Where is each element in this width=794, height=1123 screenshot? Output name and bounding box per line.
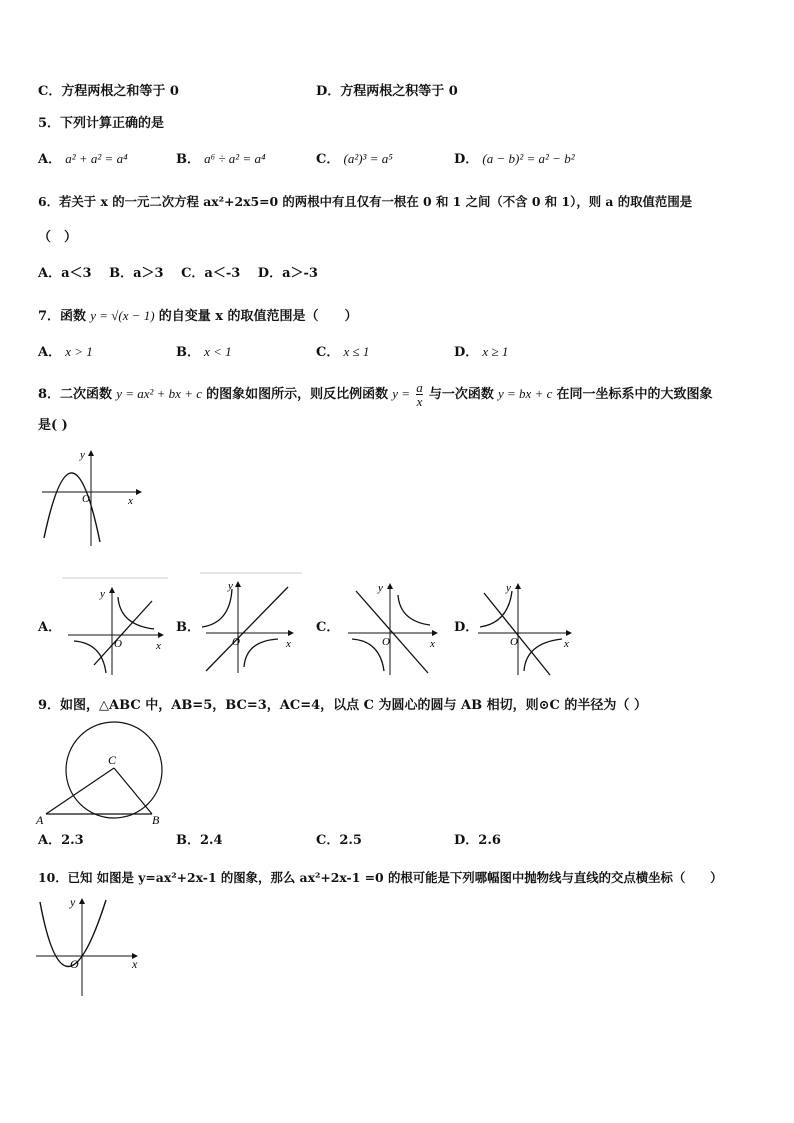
y-axis-label: y <box>70 895 76 909</box>
q10-stem: 10．已知 如图是 y=ax²+2x-1 的图象，那么 ax²+2x-1 =0 的根可能是下列哪幅图中抛物线与直线的交点横坐标（ ） <box>38 870 723 885</box>
q8-stem-mid2: 与一次函数 <box>428 387 494 402</box>
q5-option-c-label: C． <box>316 152 340 167</box>
point-c-label: C <box>108 753 117 767</box>
q7-stem-math: y = √(x − 1) <box>90 308 155 323</box>
q8-option-d-figure <box>474 577 578 681</box>
parabola-curve <box>44 473 100 542</box>
q5-option-b <box>176 151 265 168</box>
y-axis-label: y <box>228 580 233 592</box>
hyperbola-branch-1 <box>118 597 154 629</box>
q8-fraction <box>416 381 423 408</box>
q10-figure <box>34 892 146 1004</box>
q5-stem: 5．下列计算正确的是 <box>38 116 165 131</box>
segment-bc <box>114 768 152 814</box>
x-axis-label: x <box>156 640 161 652</box>
origin-label: O <box>232 636 240 648</box>
q5-option-d-math: (a − b)² = a² − b² <box>482 151 575 166</box>
q7-option-a-label: A． <box>38 345 62 360</box>
q8-option-b-label: B． <box>176 620 200 635</box>
hyperbola-branch-1 <box>202 589 232 627</box>
q4-option-d: D．方程两根之积等于 0 <box>316 84 458 99</box>
q8-option-b-figure <box>198 571 304 679</box>
q8-frac-y: y = <box>392 386 411 401</box>
q7-option-b <box>176 344 232 361</box>
q6-stem: 6．若关于 x 的一元二次方程 ax²+2x5=0 的两根中有且仅有一根在 0 和 1 之间（不含 0 和 1），则 a 的取值范围是 <box>38 194 693 209</box>
x-axis-arrow <box>158 632 164 638</box>
q8-option-c-figure <box>344 577 444 681</box>
q8-math-linear: y = bx + c <box>498 386 553 401</box>
y-axis-label: y <box>80 449 85 461</box>
q9-stem: 9．如图，△ABC 中，AB=5，BC=3，AC=4，以点 C 为圆心的圆与 AB 相切，则⊙C 的半径为（ ） <box>38 698 647 713</box>
y-axis-label: y <box>100 588 105 600</box>
q8-stem <box>38 381 713 408</box>
q7-option-d-label: D． <box>454 345 479 360</box>
q8-option-d-label: D． <box>454 620 479 635</box>
q8-option-c-label: C． <box>316 620 340 635</box>
q8-option-a-graph <box>60 577 170 677</box>
q8-main-figure <box>38 446 148 554</box>
y-axis-label: y <box>506 582 511 594</box>
q9-option-b: B．2.4 <box>176 833 223 848</box>
q5-option-b-label: B． <box>176 152 200 167</box>
q8-frac-num: a <box>416 380 423 395</box>
y-axis-arrow <box>109 587 115 593</box>
q7-option-c <box>316 344 369 361</box>
q8-option-a-label: A． <box>38 620 62 635</box>
linear-line <box>94 601 152 665</box>
linear-line <box>206 587 288 671</box>
circle-c <box>66 722 162 818</box>
x-axis-arrow <box>288 630 294 636</box>
hyperbola-branch-1 <box>398 595 430 625</box>
q5-option-c <box>316 151 393 168</box>
q7-stem-post: 的自变量 x 的取值范围是（ ） <box>158 309 358 324</box>
x-axis-label: x <box>286 638 291 650</box>
q8-stem-mid1: 的图象如图所示，则反比例函数 <box>206 387 389 402</box>
linear-line <box>484 593 550 675</box>
q6-options: A．a＜3 B．a＞3 C．a＜-3 D．a＞-3 <box>38 266 318 281</box>
q5-option-a-label: A． <box>38 152 62 167</box>
segment-ac <box>46 768 114 814</box>
q8-math-quadratic: y = ax² + bx + c <box>116 386 202 401</box>
q9-triangle-circle <box>34 718 174 826</box>
q7-option-c-label: C． <box>316 345 340 360</box>
q7-option-a-math: x > 1 <box>65 344 93 359</box>
q5-option-a <box>38 151 128 168</box>
origin-label: O <box>382 636 390 648</box>
q5-option-a-math: a² + a² = a⁴ <box>65 151 128 166</box>
point-a-label: A <box>36 813 44 826</box>
q8-main-graph <box>38 446 148 550</box>
linear-line <box>356 591 428 673</box>
x-axis-label: x <box>132 957 138 971</box>
y-axis-arrow <box>235 581 241 587</box>
q8-option-c-graph <box>344 577 444 677</box>
x-axis-arrow <box>566 630 572 636</box>
y-axis-arrow <box>88 450 94 456</box>
q7-option-b-label: B． <box>176 345 200 360</box>
q8-option-b-graph <box>198 571 304 675</box>
q7-stem <box>38 308 358 325</box>
q7-option-d <box>454 344 508 361</box>
q8-option-d-graph <box>474 577 578 677</box>
q5-option-d <box>454 151 575 168</box>
x-axis-label: x <box>128 495 133 507</box>
y-axis-label: y <box>378 582 383 594</box>
q7-option-a <box>38 344 93 361</box>
hyperbola-branch-2 <box>244 639 278 667</box>
q6-paren: （ ） <box>38 230 78 245</box>
q4-option-c: C．方程两根之和等于 0 <box>38 84 179 99</box>
q10-parabola-graph <box>34 892 146 1000</box>
q8-frac-den: x <box>416 394 423 409</box>
q8-stem-pre: 8．二次函数 <box>38 387 113 402</box>
origin-label: O <box>114 638 122 650</box>
point-b-label: B <box>152 813 160 826</box>
hyperbola-branch-2 <box>352 639 384 671</box>
q5-option-c-math: (a²)³ = a⁵ <box>343 151 393 166</box>
q8-option-a-figure <box>60 577 170 681</box>
x-axis-arrow <box>136 489 142 495</box>
q7-option-b-math: x < 1 <box>204 344 232 359</box>
y-axis-arrow <box>79 898 85 904</box>
y-axis-arrow <box>515 583 521 589</box>
q7-stem-pre: 7．函数 <box>38 309 87 324</box>
x-axis-label: x <box>430 638 435 650</box>
x-axis-arrow <box>432 630 438 636</box>
q9-option-a: A．2.3 <box>38 833 84 848</box>
q9-option-d: D．2.6 <box>454 833 501 848</box>
q7-option-c-math: x ≤ 1 <box>343 344 370 359</box>
origin-label: O <box>82 493 90 505</box>
q7-option-d-math: x ≥ 1 <box>482 344 509 359</box>
q8-stem-line2: 是( ) <box>38 418 68 433</box>
q5-option-b-math: a⁶ ÷ a² = a⁴ <box>204 151 266 166</box>
q8-stem-post: 在同一坐标系中的大致图象 <box>556 387 713 402</box>
y-axis-arrow <box>387 583 393 589</box>
q5-option-d-label: D． <box>454 152 479 167</box>
origin-label: O <box>510 636 518 648</box>
q9-option-c: C．2.5 <box>316 833 362 848</box>
q9-figure <box>34 718 174 830</box>
origin-label: O <box>70 957 79 971</box>
x-axis-label: x <box>564 638 569 650</box>
